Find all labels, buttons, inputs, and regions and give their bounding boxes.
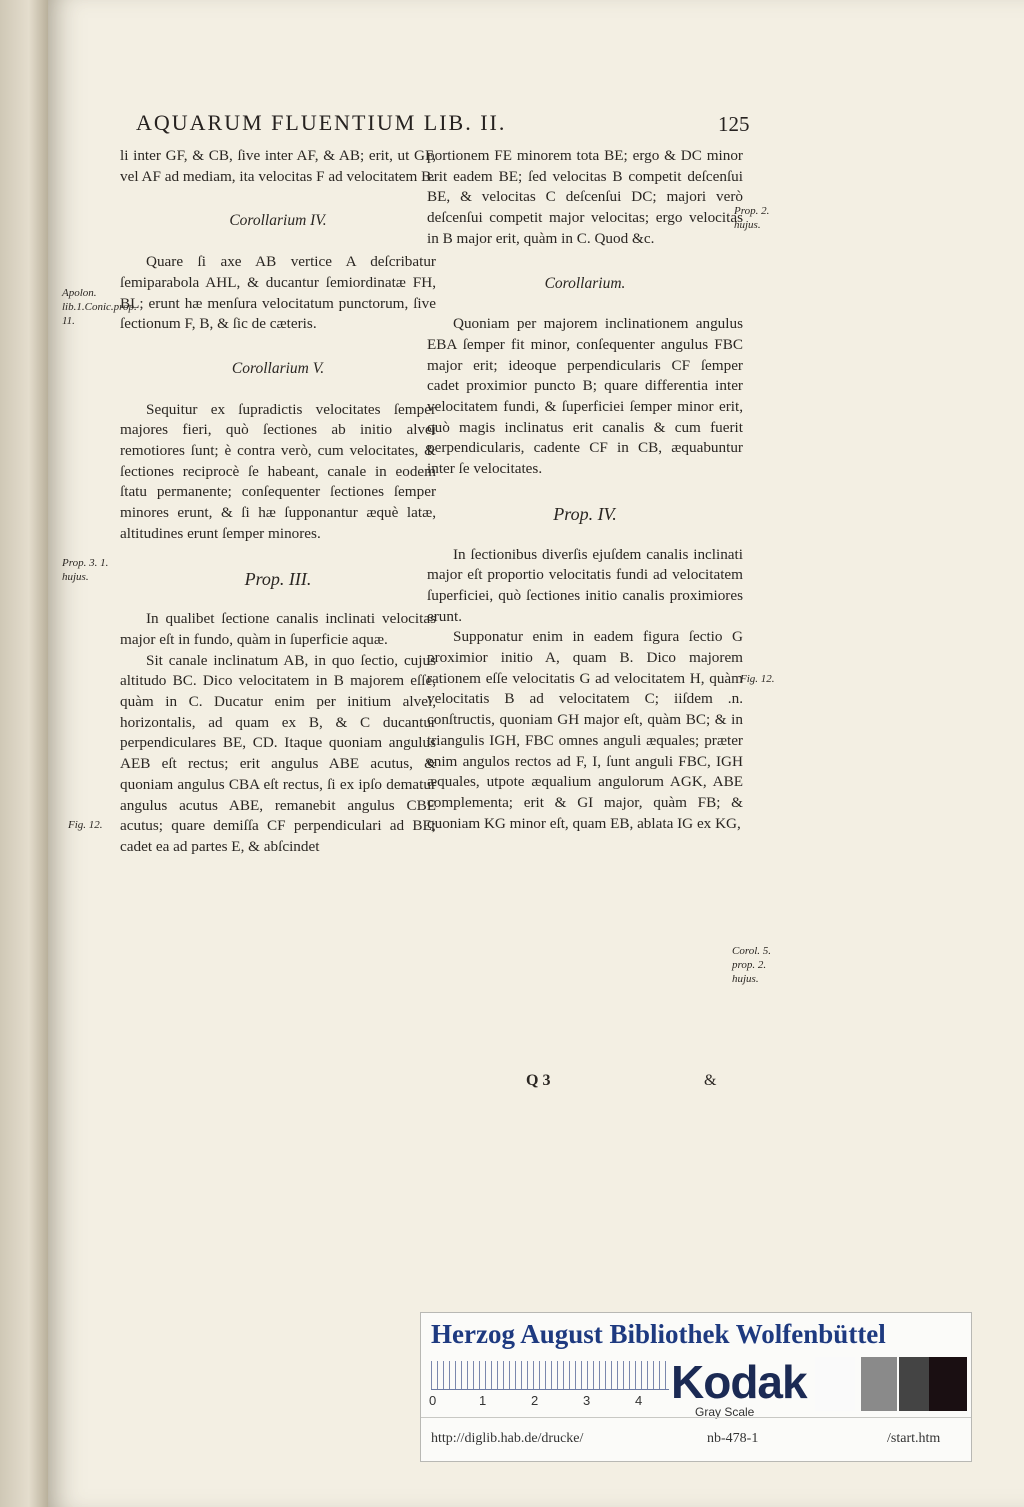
ruler-number: 4 <box>635 1393 643 1408</box>
card-divider <box>421 1417 971 1418</box>
right-column <box>427 146 743 834</box>
paragraph: Supponatur enim in eadem figura ſectio G proximior initio A, quam B. Dico majorem rationem eſſe velocitatis G ad velocitatem H, quàm velocitatis B ad velocitatem C; iiſdem .n. conſtructis, quoniam GH major eſt, quàm BC; & in triangulis IGH, FBC omnes anguli æquales; præter enim angulos rectos ad F, I, ſunt anguli FBC, IGH æquales, utpote æqualium angulorum AGK, ABE complementa; erit & GI major, quàm FB; & quoniam KG minor eſt, quam EB, ablata IG ex KG, <box>427 628 743 832</box>
paragraph: li inter GF, & CB, ſive inter AF, & AB; erit, ut GF, vel AF ad mediam, ita velocitas F ad velocitatem B. <box>120 147 436 185</box>
gray-scale-label: Gray Scale <box>695 1405 755 1419</box>
signature-mark: Q 3 <box>526 1072 551 1089</box>
section-heading: Corollarium IV. <box>229 212 327 230</box>
paragraph: Sequitur ex ſupradictis velocitates ſemper majores fieri, quò ſectiones ab initio alvei remotiores ſunt; è contra verò, cum velocitates, & ſectiones reciprocè ſe habeant, canale in eodem ſtatu permanente; conſequenter ſectiones ſemper minores erunt, & ſi hæ ſupponantur æquè latæ, altitudines erunt ſemper minores. <box>120 400 436 542</box>
section-heading: Corollarium V. <box>231 359 325 377</box>
margin-note: Corol. 5. prop. 2. hujus. <box>732 945 772 985</box>
paragraph: Quare ſi axe AB vertice A deſcribatur ſemiparabola AHL, & ducantur ſemiordinatæ FH, BL; erunt hæ menſura velocitatum punctorum, ſive ſectionum F, B, & ſic de cæteris. <box>120 253 436 333</box>
ruler-number: 0 <box>429 1393 437 1408</box>
catchword: & <box>704 1072 717 1089</box>
archive-url: http://diglib.hab.de/drucke/ <box>431 1431 584 1446</box>
margin-note: Fig. 12. <box>740 673 775 685</box>
gray-swatch <box>929 1357 967 1411</box>
start-link: /start.htm <box>887 1431 941 1446</box>
margin-note: Prop. 3. 1. hujus. <box>62 557 109 583</box>
gray-swatch <box>899 1357 929 1411</box>
ruler-number: 2 <box>531 1393 539 1408</box>
ruler-scale <box>431 1361 669 1390</box>
paragraph: In qualibet ſectione canalis inclinati velocitas major eſt in fundo, quàm in ſuperficie aquæ. <box>120 610 436 648</box>
ruler-number: 3 <box>583 1393 591 1408</box>
page-number: 125 <box>718 112 750 136</box>
gray-swatch <box>815 1357 855 1411</box>
library-title: Herzog August Bibliothek Wolfenbüttel <box>431 1319 886 1349</box>
left-column <box>120 146 436 858</box>
scan-reference-card <box>420 1312 972 1462</box>
running-title: AQUARUM FLUENTIUM LIB. II. <box>136 110 507 135</box>
kodak-logo: Kodak <box>671 1356 807 1408</box>
previous-page-edge <box>0 0 48 1507</box>
paragraph: portionem FE minorem tota BE; ergo & DC minor erit eadem BE; ſed velocitas B competit deſcenſui BE, & velocitas C deſcenſui DC; majori verò deſcenſui competit major velocitas; ergo velocitas in B major erit, quàm in C. Quod &c. <box>427 147 743 247</box>
gray-swatch <box>861 1357 897 1411</box>
paragraph: Sit canale inclinatum AB, in quo ſectio, cujus altitudo BC. Dico velocitatem in B majorem eſſe, quàm in C. Ducatur enim per initium alvei, horizontalis, ad quam ex B, & C ducantur perpendiculares BE, CD. Itaque quoniam angulus AEB eſt rectus; erit angulus ABE acutus, & quoniam angulus CBA eſt rectus, ſi ex ipſo dematur angulus acutus ABE, remanebit angulus CBE acutus; quare demiſſa CF perpendiculari ad BE; cadet ea ad partes E, & abſcindet <box>120 651 436 855</box>
paragraph: Quoniam per majorem inclinationem angulus EBA ſemper fit minor, conſequenter angulus FBC major erit; ideoque perpendicularis CF ſemper cadet proximior puncto B; quare differentia inter velocitatem fundi, & ſuperficiei ſemper minor erit, quò magis inclinatus erit canalis & cum fuerit perpendicularis, cadente CF in CB, æquabuntur inter ſe velocitates. <box>427 315 743 478</box>
paragraph: In ſectionibus diverſis ejuſdem canalis inclinati major eſt proportio velocitatis fundi ad velocitatem ſuperficiei, quò ſectiones initio canalis proximiores erunt. <box>427 545 743 625</box>
margin-note: Apolon. lib.1.Conic.prop. 11. <box>62 287 137 327</box>
margin-note: Fig. 12. <box>68 819 103 831</box>
margin-note: Prop. 2. hujus. <box>734 205 770 231</box>
proposition-heading: Prop. IV. <box>553 503 617 524</box>
section-heading: Corollarium. <box>544 274 626 292</box>
proposition-heading: Prop. III. <box>244 568 312 589</box>
ruler-number: 1 <box>479 1393 487 1408</box>
item-id: nb-478-1 <box>707 1431 759 1446</box>
